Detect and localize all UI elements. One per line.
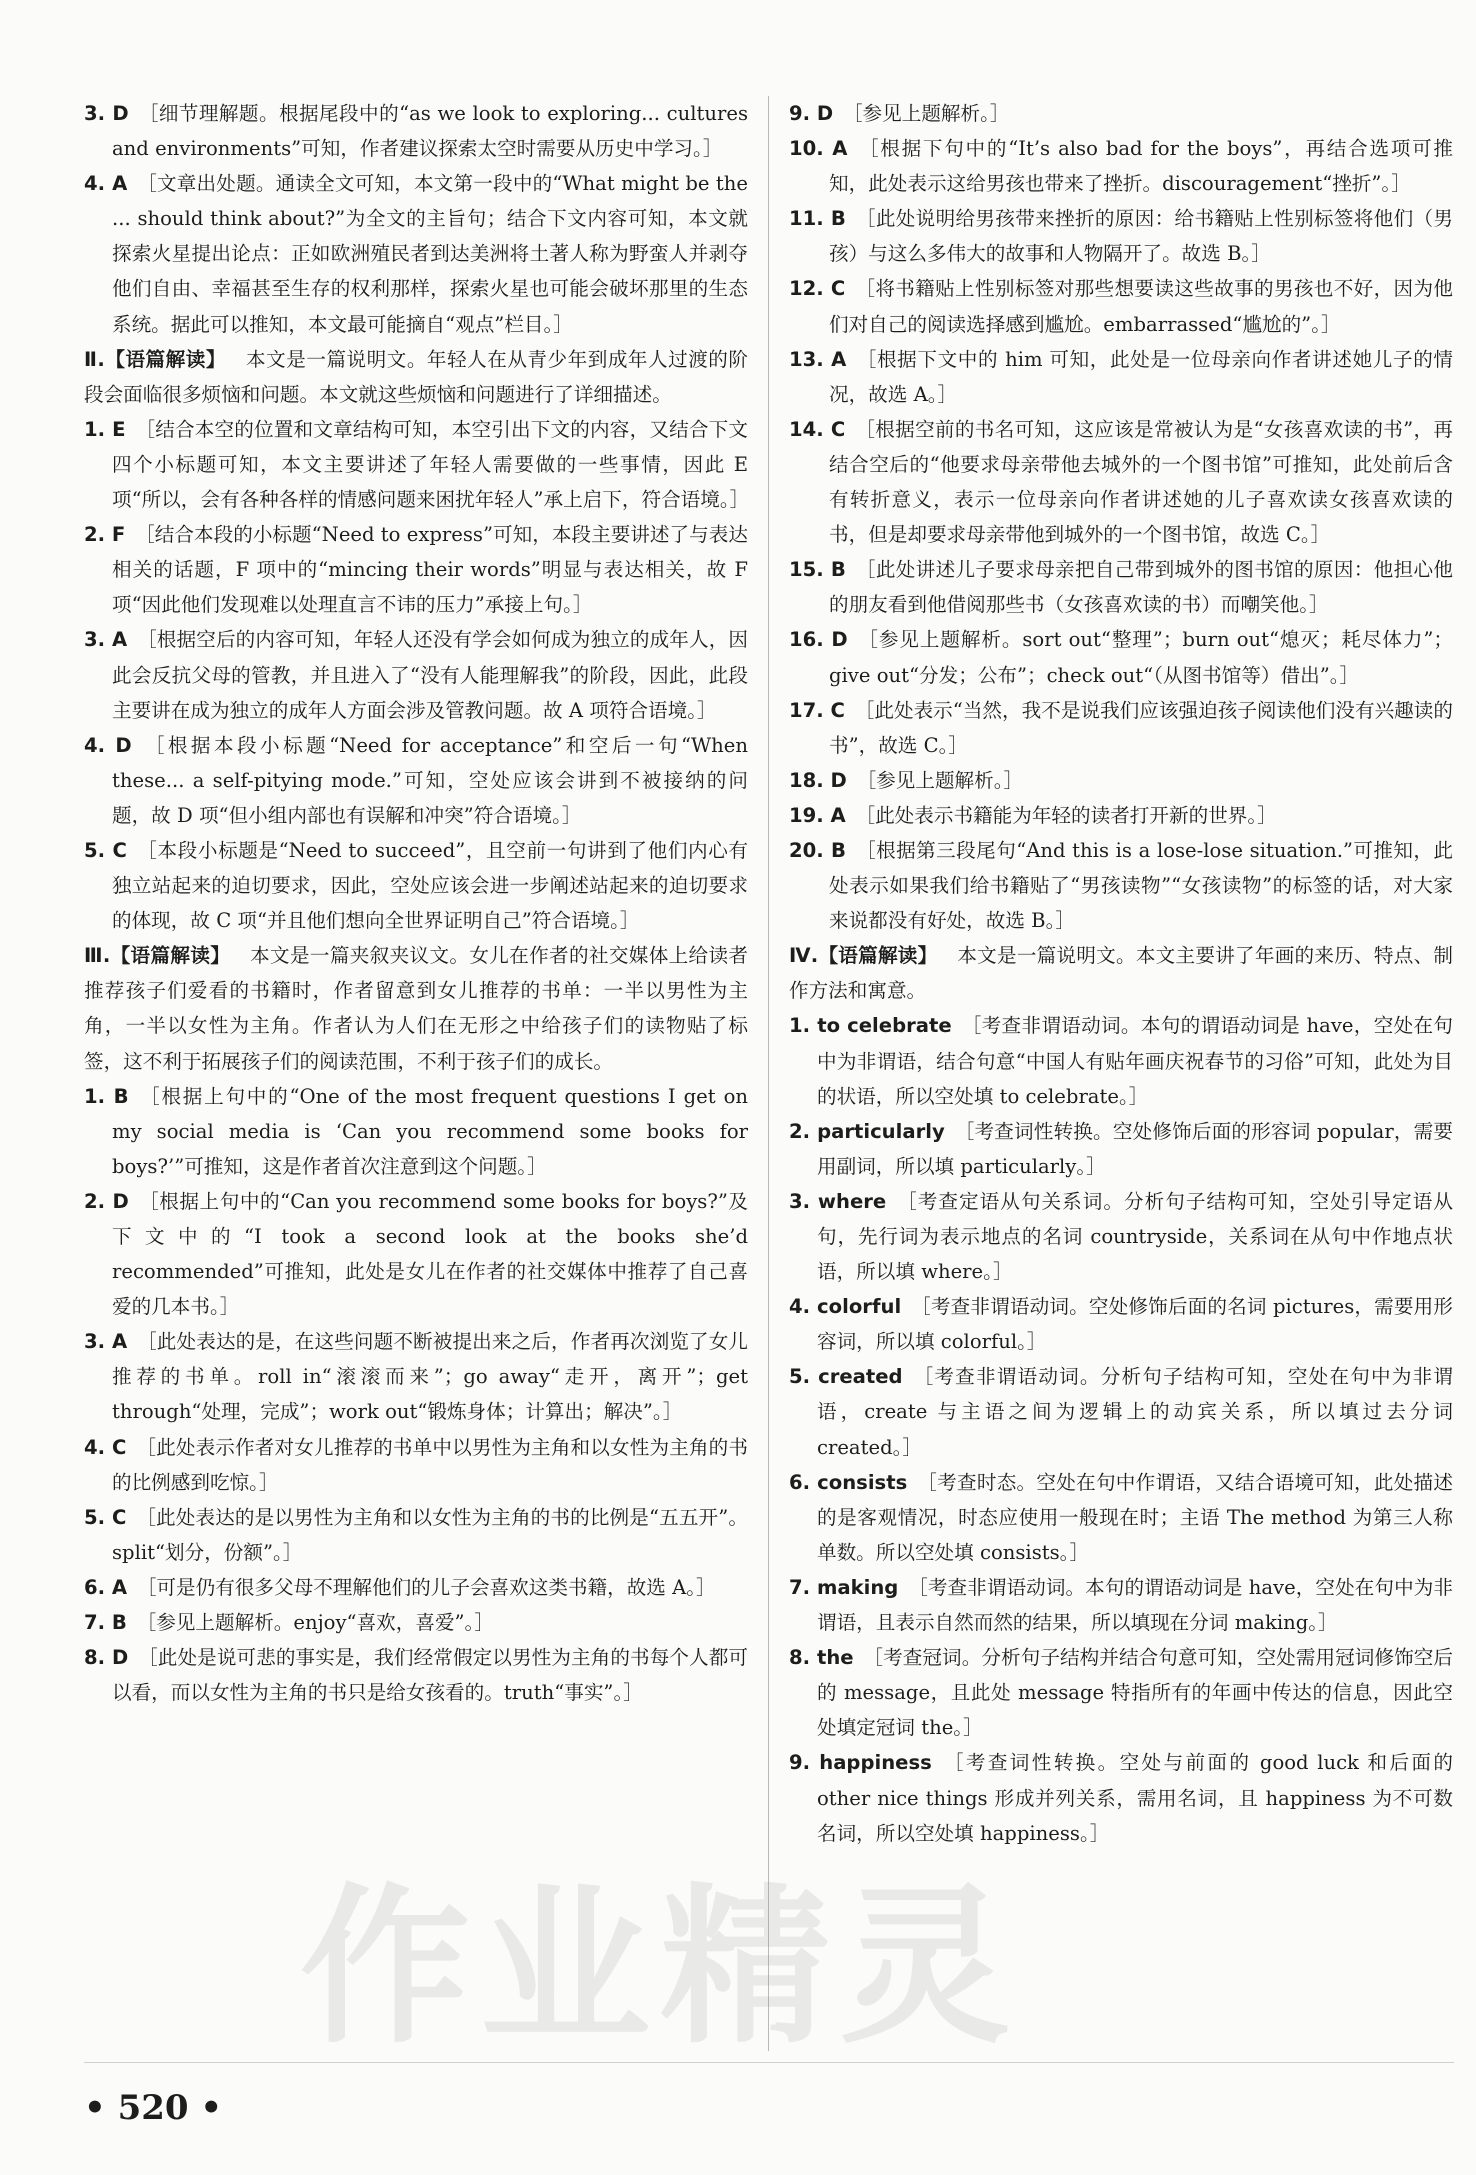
answer-explanation: ［参见上题解析。sort out“整理”；burn out“熄灭；耗尽体力”；give out“分发；公布”；check out“（从图书馆等）借出”。］ [829,628,1454,687]
answer-key: 2. D [84,1189,129,1213]
answer-item [789,201,1453,271]
answer-explanation: ［根据本段小标题“Need for acceptance”和空后一句“When these... a self-pitying mode.”可知，空处应该会讲到不被接纳的问题，故 D 项“但小组内部也有误解和冲突”符合语境。］ [112,733,748,827]
answer-item [789,271,1453,341]
section-tag: Ⅳ.【语篇解读】 [789,944,938,968]
answer-item [84,1184,748,1324]
answer-explanation: ［参见上题解析。］ [856,768,1024,792]
answer-key: 13. A [789,347,847,371]
answer-item [84,1079,748,1184]
answer-explanation: ［参见上题解析。］ [842,102,1010,125]
answer-key: 5. C [84,838,127,862]
answer-key: 14. C [789,417,846,441]
answer-item [84,833,748,938]
answer-key: 3. A [84,1330,128,1354]
answer-item [84,1430,748,1500]
section-intro [84,342,748,412]
answer-explanation: ［根据空后的内容可知，年轻人还没有学会如何成为独立的成年人，因此会反抗父母的管教，并且进入了“没有人能理解我”的阶段，因此，此段主要讲在成为独立的成年人方面会涉及管教问题。故 A 项符合语境。］ [112,628,749,722]
answer-key: 1. to celebrate [789,1014,952,1038]
answer-item [789,552,1453,622]
left-column [84,96,748,1710]
answer-explanation: ［考查词性转换。空处修饰后面的形容词 popular，需要用副词，所以填 particularly。］ [817,1119,1453,1178]
section-intro [84,938,748,1078]
answer-item [789,1008,1453,1113]
answer-explanation: ［考查冠词。分析句子结构并结合句意可知，空处需用冠词修饰空后的 message，且此处 message 特指所有的年画中传达的信息，因此空处填定冠词 the。］ [817,1646,1454,1740]
answer-key: 1. E [84,417,126,441]
answer-item [84,1640,748,1710]
answer-explanation: ［可是仍有很多父母不理解他们的儿子会喜欢这类书籍，故选 A。］ [136,1575,716,1599]
answer-explanation: ［考查非谓语动词。本句的谓语动词是 have，空处在句中为非谓语，结合句意“中国人有贴年画庆祝春节的习俗”可知，此处为目的状语，所以空处填 to celebrate。］ [817,1014,1453,1108]
answer-key: 4. D [84,733,132,757]
section-intro [789,938,1453,1008]
answer-explanation: ［此处表达的是以男性为主角和以女性为主角的书的比例是“五五开”。split“划分，份额”。］ [112,1505,748,1564]
answer-key: 5. created [789,1365,903,1389]
answer-explanation: ［此处表示书籍能为年轻的读者打开新的世界。］ [855,803,1277,827]
section-tag: Ⅲ.【语篇解读】 [84,944,231,968]
answer-explanation: ［考查词性转换。空处与前面的 good luck 和后面的 other nice things 形成并列关系，需用名词，且 happiness 为不可数名词，所以空处填 happiness。］ [817,1751,1453,1845]
page-number: • 520 • [84,2088,223,2128]
answer-item [789,342,1453,412]
watermark-logo: 作业精灵 [300,1869,1021,2067]
answer-explanation: ［结合本段的小标题“Need to express”可知，本段主要讲述了与表达相关的话题，F 项中的“mincing their words”明显与表达相关，故 F 项“因此他们发现难以处理直言不讳的压力”承接上句。］ [112,523,748,617]
answer-explanation: ［文章出处题。通读全文可知，本文第一段中的“What might be the ... should think about?”为全文的主旨句；结合下文内容可知，本文就探索火星提出论点：正如欧洲殖民者到达美洲将土著人称为野蛮人并剥夺他们自由、幸福甚至生存的权利那样，探索火星也可能会破坏那里的生态系统。据此可以推知，本文最可能摘自“观点”栏目。］ [112,172,749,336]
answer-item [84,1605,748,1640]
section-text: 本文是一篇夹叙夹议文。女儿在作者的社交媒体上给读者推荐孩子们爱看的书籍时，作者留意到女儿推荐的书单：一半以男性为主角，一半以女性为主角。作者认为人们在无形之中给孩子们的读物贴了标签，这不利于拓展孩子们的阅读范围，不利于孩子们的成长。 [84,944,748,1073]
answer-item [789,412,1453,552]
answer-item [789,1289,1453,1359]
answer-explanation: ［考查非谓语动词。空处修饰后面的名词 pictures，需要用形容词，所以填 colorful。］ [817,1295,1453,1354]
section-tag: Ⅱ.【语篇解读】 [84,347,226,371]
answer-key: 20. B [789,838,846,862]
answer-item [84,1500,748,1570]
answer-item [789,693,1453,763]
answer-item [84,728,748,833]
answer-explanation: ［本段小标题是“Need to succeed”，且空前一句讲到了他们内心有独立站起来的迫切要求，因此，空处应该会进一步阐述站起来的迫切要求的体现，故 C 项“并且他们想向全世界证明自己”符合语境。］ [112,838,748,933]
answer-explanation: ［此处表达的是，在这些问题不断被提出来之后，作者再次浏览了女儿推荐的书单。roll in“滚滚而来”；go away“走开，离开”；get through“处理，完成”；work out“锻炼身体；计算出；解决”。］ [112,1330,749,1424]
answer-key: 4. colorful [789,1295,902,1319]
answer-key: 5. C [84,1505,127,1529]
answer-explanation: ［此处是说可悲的事实是，我们经常假定以男性为主角的书每个人都可以看，而以女性为主角的书只是给女孩看的。truth“事实”。］ [112,1646,748,1705]
answer-key: 8. the [789,1646,854,1670]
answer-item [84,1324,748,1429]
answer-explanation: ［考查非谓语动词。分析句子结构可知，空处在句中为非谓语，create 与主语之间为逻辑上的动宾关系，所以填过去分词 created。］ [817,1365,1454,1459]
answer-item [789,763,1453,798]
answer-explanation: ［根据下句中的“It’s also bad for the boys”，再结合选项可推知，此处表示这给男孩也带来了挫折。discouragement“挫折”。］ [829,137,1454,196]
answer-explanation: ［根据上句中的“Can you recommend some books for boys?”及下文中的“I took a second look at the books she’d recommended”可推知，此处是女儿在作者的社交媒体中推荐了自己喜爱的几本书。］ [112,1189,748,1319]
answer-explanation: ［考查时态。空处在句中作谓语，又结合语境可知，此处描述的是客观情况，时态应使用一般现在时；主语 The method 为第三人称单数。所以空处填 consists。］ [817,1470,1453,1564]
answer-item [789,1570,1453,1640]
answer-key: 12. C [789,277,846,301]
answer-key: 7. making [789,1575,899,1599]
answer-key: 6. A [84,1575,128,1599]
answer-explanation: ［此处表示作者对女儿推荐的书单中以男性为主角和以女性为主角的书的比例感到吃惊。］ [112,1435,748,1494]
answer-key: 9. happiness [789,1751,932,1775]
answer-key: 17. C [789,698,845,722]
answer-key: 10. A [789,137,848,161]
answer-key: 1. B [84,1084,129,1108]
answer-explanation: ［考查非谓语动词。本句的谓语动词是 have，空处在句中为非谓语，且表示自然而然的结果，所以填现在分词 making。］ [817,1575,1453,1635]
answer-key: 4. A [84,172,128,196]
answer-explanation: ［根据第三段尾句“And this is a lose-lose situation.”可推知，此处表示如果我们给书籍贴了“男孩读物”“女孩读物”的标签的话，对大家来说都没有好处，故选 B。］ [829,838,1453,933]
answer-item [789,622,1453,692]
answer-key: 9. D [789,102,834,125]
answer-explanation: ［考查定语从句关系词。分析句子结构可知，空处引导定语从句，先行词为表示地点的名词 countryside，关系词在从句中作地点状语，所以填 where。］ [817,1189,1453,1284]
answer-key: 4. C [84,1435,127,1459]
answer-item [789,1640,1453,1745]
answer-explanation: ［根据下文中的 him 可知，此处是一位母亲向作者讲述她儿子的情况，故选 A。］ [829,347,1454,406]
answer-key: 3. where [789,1189,887,1213]
answer-item [84,412,748,517]
answer-item [789,1114,1453,1184]
answer-key: 2. particularly [789,1119,945,1143]
answer-key: 19. A [789,803,846,827]
answer-item [789,833,1453,938]
answer-explanation: ［根据上句中的“One of the most frequent questions I get on my social media is ‘Can you recommend some books for boys?’”可推知，这是作者首次注意到这个问题。］ [112,1084,748,1178]
answer-key: 18. D [789,768,847,792]
answer-explanation: ［此处说明给男孩带来挫折的原因：给书籍贴上性别标签将他们（男孩）与这么多伟大的故事和人物隔开了。故选 B。］ [829,207,1454,266]
answer-key: 2. F [84,523,126,547]
answer-item [84,517,748,622]
answer-key: 7. B [84,1611,127,1635]
answer-explanation: ［结合本空的位置和文章结构可知，本空引出下文的内容，又结合下文四个小标题可知，本文主要讲述了年轻人需要做的一些事情，因此 E 项“所以，会有各种各样的情感问题来困扰年轻人”承上启下，符合语境。］ [112,417,750,512]
answer-key: 11. B [789,207,846,231]
answer-item [789,96,1453,131]
section-text: 本文是一篇说明文。年轻人在从青少年到成年人过渡的阶段会面临很多烦恼和问题。本文就这些烦恼和问题进行了详细描述。 [84,347,748,406]
answer-key: 6. consists [789,1470,908,1494]
answer-key: 16. D [789,628,848,652]
answer-item [84,96,748,166]
answer-item [789,1184,1453,1289]
answer-item [789,1359,1453,1464]
section-text: 本文是一篇说明文。本文主要讲了年画的来历、特点、制作方法和寓意。 [789,944,1453,1003]
answer-item [84,622,748,727]
answer-explanation: ［细节理解题。根据尾段中的“as we look to exploring... cultures and environments”可知，作者建议探索太空时需要从历史中学习。］ [112,102,748,161]
answer-key: 3. A [84,628,128,652]
answer-item [789,1465,1453,1570]
answer-item [84,1570,748,1605]
column-divider [768,96,769,2051]
answer-explanation: ［参见上题解析。enjoy“喜欢，喜爱”。］ [136,1611,494,1635]
answer-explanation: ［根据空前的书名可知，这应该是常被认为是“女孩喜欢读的书”，再结合空后的“他要求母亲带他去城外的一个图书馆”可推知，此处前后含有转折意义，表示一位母亲向作者讲述她的儿子喜欢读女孩喜欢读的书，但是却要求母亲带他到城外的一个图书馆，故选 C。］ [829,417,1453,547]
answer-item [789,131,1453,201]
right-column [789,96,1453,1851]
answer-item [789,798,1453,833]
answer-explanation: ［此处表示“当然，我不是说我们应该强迫孩子阅读他们没有兴趣读的书”，故选 C。］ [829,698,1453,757]
answer-key: 15. B [789,558,846,582]
answer-key: 3. D [84,102,129,125]
answer-key: 8. D [84,1646,129,1670]
answer-explanation: ［将书籍贴上性别标签对那些想要读这些故事的男孩也不好，因为他们对自己的阅读选择感到尴尬。embarrassed“尴尬的”。］ [829,277,1453,336]
answer-item [84,166,748,341]
answer-explanation: ［此处讲述儿子要求母亲把自己带到城外的图书馆的原因：他担心他的朋友看到他借阅那些书（女孩喜欢读的书）而嘲笑他。］ [829,558,1454,617]
